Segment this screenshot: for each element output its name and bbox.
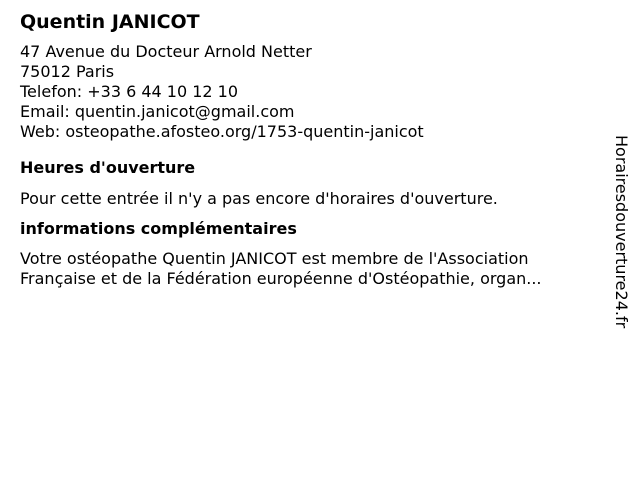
- web-line: Web: osteopathe.afosteo.org/1753-quentin-janicot: [20, 122, 424, 141]
- additional-info-heading: informations complémentaires: [20, 219, 297, 238]
- additional-info-text: [20, 249, 600, 289]
- additional-info-line-1: Votre ostéopathe Quentin JANICOT est membre de l'Association: [20, 249, 529, 268]
- business-details: [20, 10, 600, 289]
- business-name: Quentin JANICOT: [20, 11, 200, 33]
- additional-info-line-2: Française et de la Fédération européenne d'Ostéopathie, organ...: [20, 269, 542, 288]
- opening-hours-text: Pour cette entrée il n'y a pas encore d'horaires d'ouverture.: [20, 189, 498, 208]
- address-street: 47 Avenue du Docteur Arnold Netter: [20, 42, 312, 61]
- site-brand-label: Horairesdouverture24.fr: [612, 135, 631, 329]
- phone-line: Telefon: +33 6 44 10 12 10: [20, 82, 239, 101]
- opening-hours-heading: Heures d'ouverture: [20, 158, 196, 177]
- email-line: Email: quentin.janicot@gmail.com: [20, 102, 295, 121]
- address-city: 75012 Paris: [20, 62, 115, 81]
